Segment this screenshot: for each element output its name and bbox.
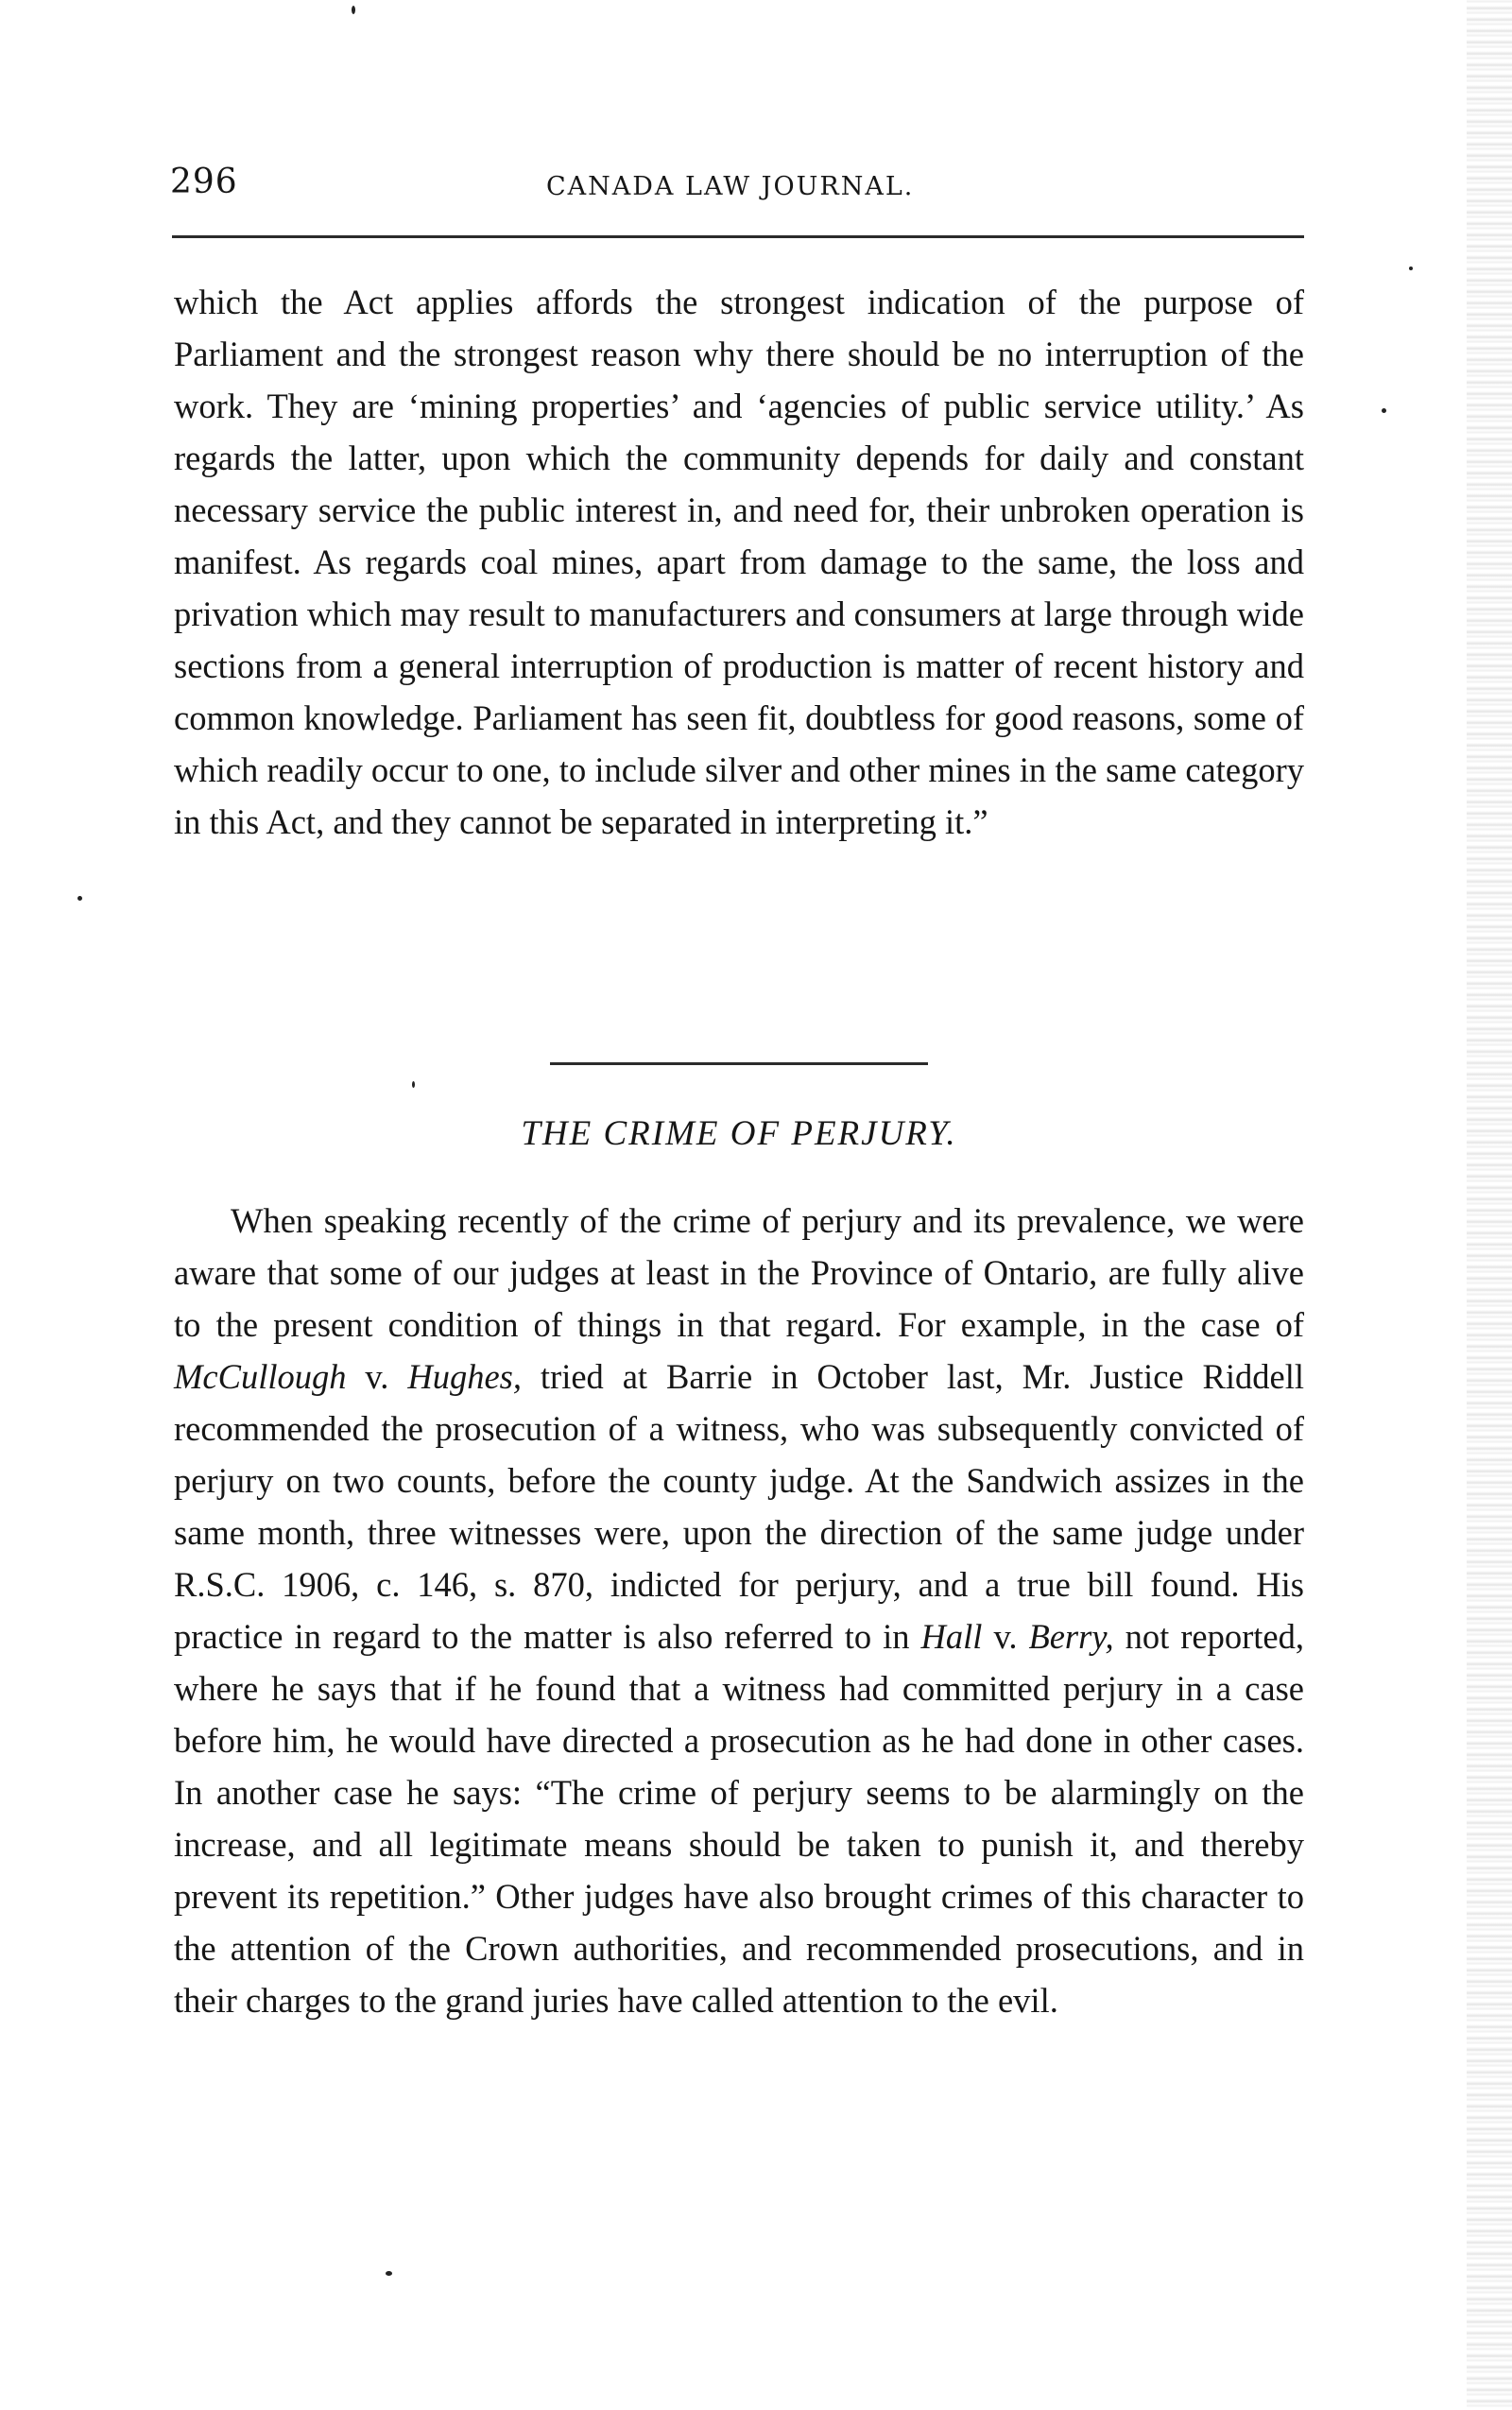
page-edge-scan-artifact bbox=[1467, 0, 1512, 2410]
section-divider bbox=[550, 1062, 928, 1065]
case-name: McCullough bbox=[174, 1357, 347, 1396]
scan-speck bbox=[386, 2271, 392, 2276]
scan-speck bbox=[352, 6, 355, 14]
section-title: THE CRIME OF PERJURY. bbox=[521, 1114, 957, 1153]
scan-speck bbox=[1409, 267, 1413, 270]
scan-speck bbox=[77, 896, 82, 901]
text-run: not reported, where he says that if he found that a witness had committed perjury in a case before him, he would have directed a prosecution as he had done in other cases. In another case he says: “The crime of perjury seems to be alarmingly on the increase, and all legitimate means should be taken to punish it, and thereby prevent its repetition.” Other judges have also brought crimes of this character to the attention of the Crown authorities, and recommended prosecutions, and in their charges to the grand juries have called attention to the evil. bbox=[174, 1617, 1304, 2020]
text-run: v. bbox=[346, 1357, 408, 1396]
text-run: tried at Barrie in October last, Mr. Justice Riddell recommended the prosecution of a witness, who was subsequently convicted of perjury on two counts, before the county judge. At the Sandwich assizes in the same month, three witnesses were, upon the direction of the same judge under R.S.C. 1906, c. 146, s. 870, indicted for perjury, and a true bill found. His practice in regard to the matter is also referred to in bbox=[174, 1357, 1304, 1656]
perjury-paragraph bbox=[174, 1195, 1304, 2026]
scan-speck bbox=[1382, 408, 1386, 413]
text-run: When speaking recently of the crime of perjury and its prevalence, we were aware that some of our judges at least in the Province of Ontario, are fully alive to the present condition of things in that regard. For example, in the case of bbox=[174, 1201, 1304, 1344]
running-head: CANADA LAW JOURNAL. bbox=[546, 172, 915, 201]
text-run: v. bbox=[982, 1617, 1029, 1656]
header-rule bbox=[172, 235, 1304, 238]
case-name: Berry, bbox=[1028, 1617, 1114, 1656]
page-header bbox=[170, 159, 1304, 215]
page-number: 296 bbox=[170, 163, 238, 201]
case-name: Hall bbox=[920, 1617, 983, 1656]
scan-speck bbox=[412, 1081, 415, 1088]
continued-paragraph: which the Act applies affords the strongest indication of the purpose of Parliament and the strongest reason why there should be no interruption of the work. They are ‘mining properties’ and ‘agencies of public service utility.’ As regards the latter, upon which the community depends for daily and constant necessary service the public interest in, and need for, their unbroken operation is manifest. As regards coal mines, apart from damage to the same, the loss and privation which may result to manufacturers and consumers at large through wide sections from a general interruption of production is matter of recent history and common knowledge. Parliament has seen fit, doubtless for good reasons, some of which readily occur to one, to include silver and other mines in the same category in this Act, and they cannot be separated in interpreting it.” bbox=[174, 283, 1304, 841]
case-name: Hughes, bbox=[407, 1357, 522, 1396]
